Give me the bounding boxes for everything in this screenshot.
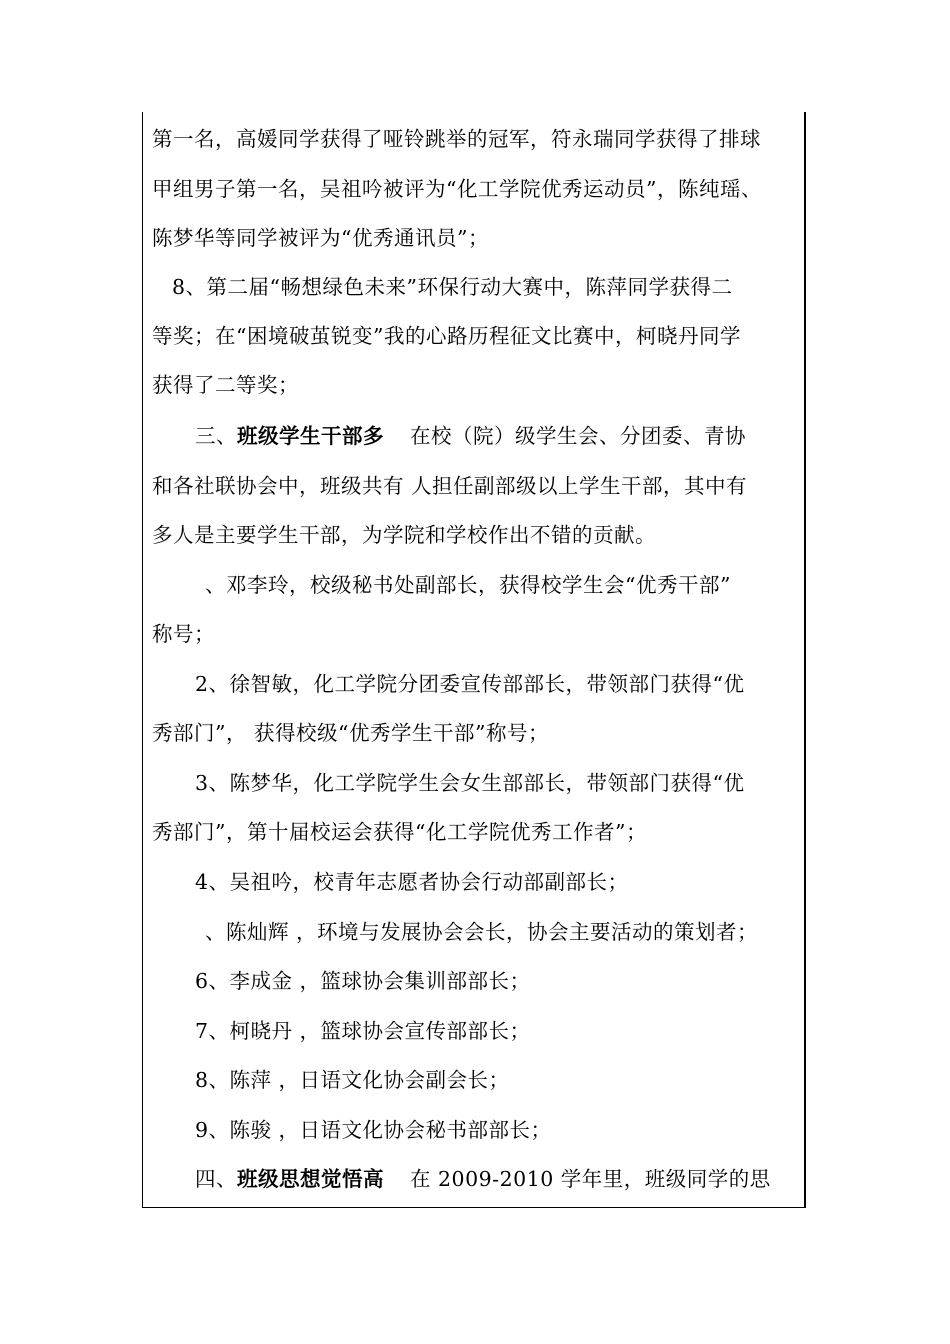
text-line: 和各社联协会中，班级共有 人担任副部级以上学生干部，其中有 [152, 474, 748, 498]
text-line: 多人是主要学生干部，为学院和学校作出不错的贡献。 [152, 523, 656, 547]
section-4-line [195, 1167, 845, 1191]
text-line: 甲组男子第一名，吴祖吟被评为“化工学院优秀运动员”，陈纯瑶、 [152, 177, 762, 201]
text-line: 获得了二等奖； [152, 373, 299, 397]
section-4-text: 在 2009-2010 学年里，班级同学的思 [410, 1167, 771, 1191]
text-line: 秀部门”， 获得校级“优秀学生干部”称号； [152, 721, 549, 745]
text-line: 称号； [152, 622, 215, 646]
text-line: 等奖；在“困境破茧锐变”我的心路历程征文比赛中，柯晓丹同学 [152, 324, 741, 348]
text-line: 8、陈萍 ，日语文化协会副会长； [195, 1068, 510, 1092]
text-line: 3、陈梦华，化工学院学生会女生部部长，带领部门获得“优 [195, 771, 745, 795]
text-line: 第一名，高媛同学获得了哑铃跳举的冠军，符永瑞同学获得了排球 [152, 127, 761, 151]
text-line: 4、吴祖吟，校青年志愿者协会行动部副部长； [195, 870, 629, 894]
section-4-prefix: 四、 [195, 1167, 237, 1191]
section-3-prefix: 三、 [195, 424, 237, 448]
section-3-line [195, 424, 845, 448]
text-line: 6、李成金 ，篮球协会集训部部长； [195, 969, 531, 993]
section-3-heading: 班级学生干部多 [237, 424, 384, 448]
text-line: 9、陈骏 ，日语文化协会秘书部部长； [195, 1118, 552, 1142]
text-line: 、陈灿辉 ，环境与发展协会会长，协会主要活动的策划者； [205, 920, 759, 944]
text-line: 2、徐智敏，化工学院分团委宣传部部长，带领部门获得“优 [195, 672, 745, 696]
text-line: 8、第二届“畅想绿色未来”环保行动大赛中，陈萍同学获得二 [172, 275, 733, 299]
section-3-text: 在校（院）级学生会、分团委、青协 [410, 424, 746, 448]
section-4-heading: 班级思想觉悟高 [237, 1167, 384, 1191]
text-line: 、邓李玲，校级秘书处副部长，获得校学生会“优秀干部” [205, 573, 731, 597]
text-line: 秀部门”，第十届校运会获得“化工学院优秀工作者”； [152, 820, 647, 844]
text-line: 7、柯晓丹 ，篮球协会宣传部部长； [195, 1019, 531, 1043]
text-line: 陈梦华等同学被评为“优秀通讯员”； [152, 226, 489, 250]
